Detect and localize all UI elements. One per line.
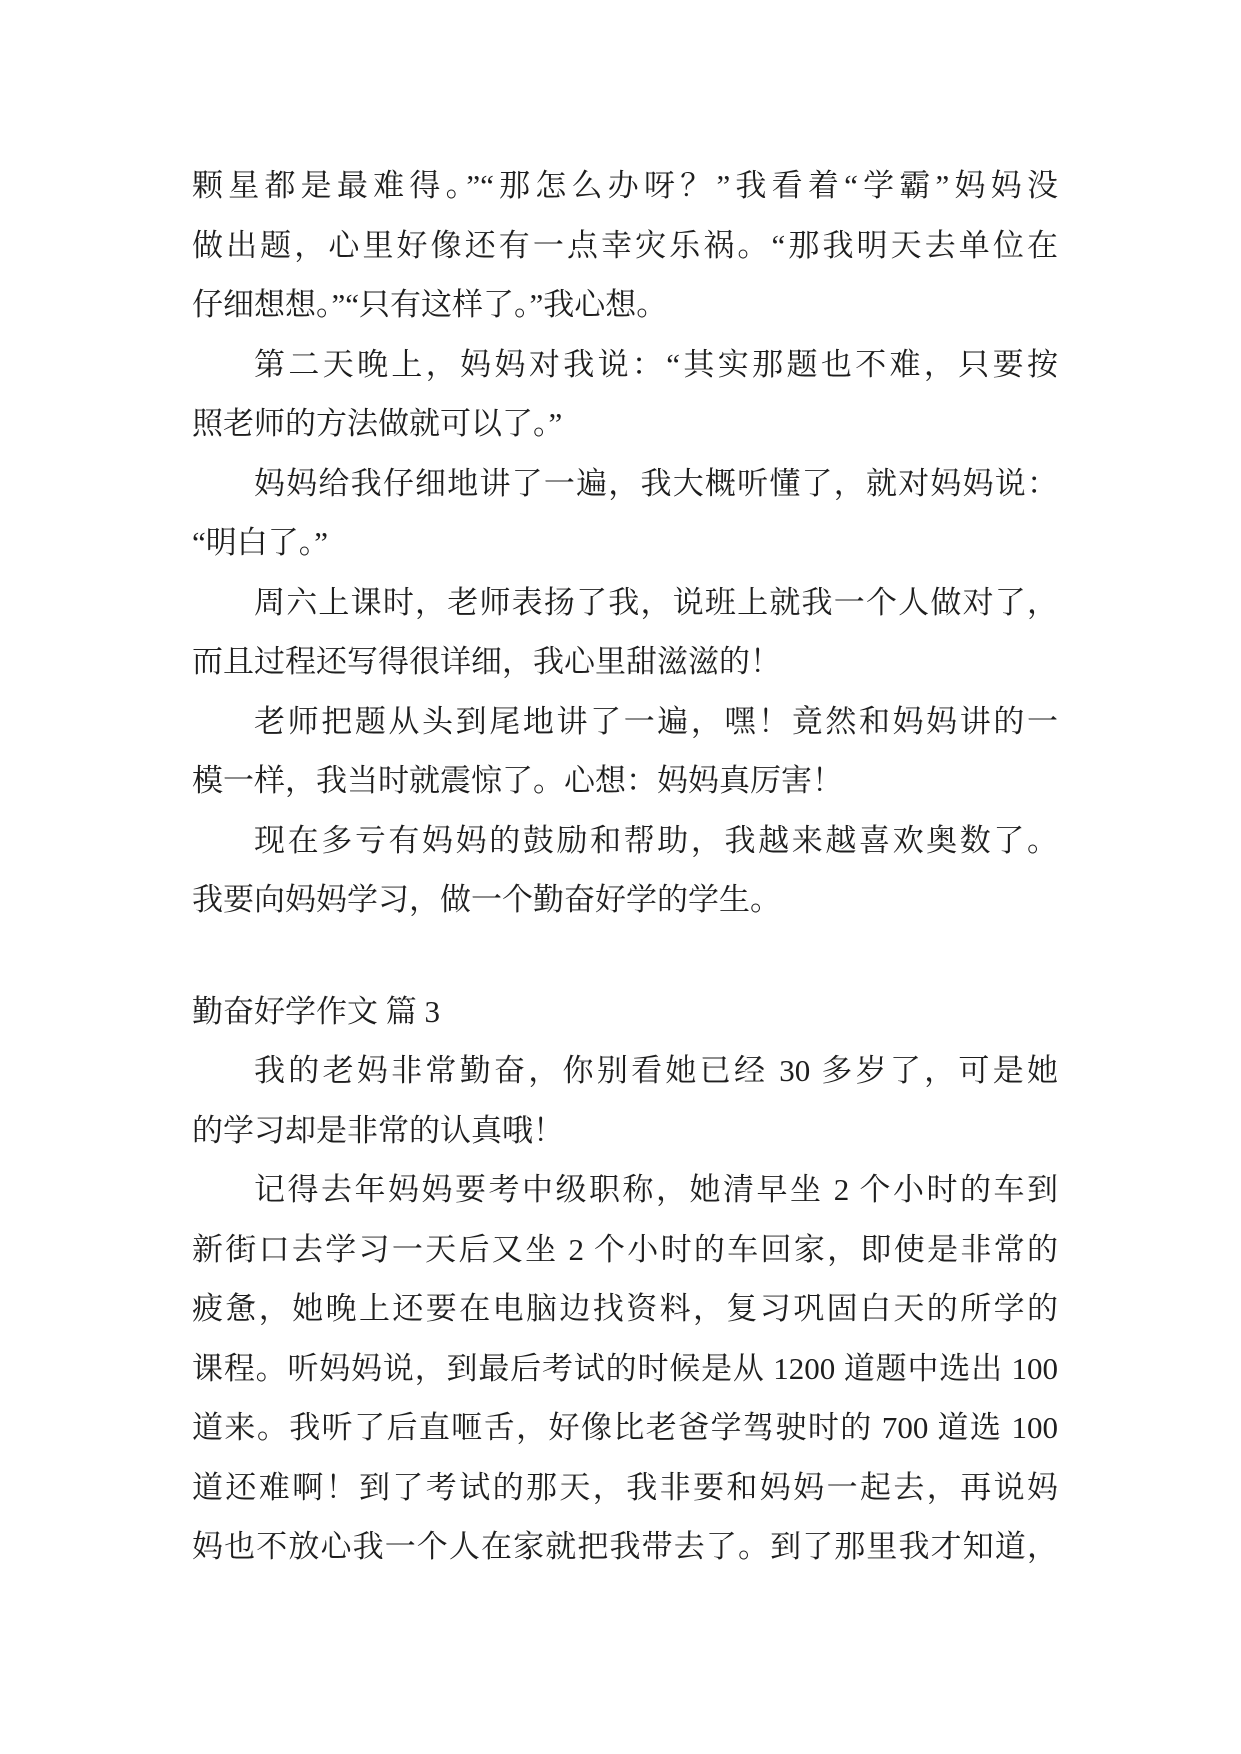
text-line: 妈也不放心我一个人在家就把我带去了。到了那里我才知道， [192, 1529, 1058, 1564]
text-line: 我的老妈非常勤奋，你别看她已经 30 多岁了，可是她 [254, 1053, 1058, 1088]
text-line: 道来。我听了后直咂舌，好像比老爸学驾驶时的 700 道选 100 [192, 1410, 1058, 1445]
text-line: 而且过程还写得很详细，我心里甜滋滋的！ [192, 644, 781, 679]
paragraph [192, 454, 1058, 573]
text-line: 课程。听妈妈说，到最后考试的时候是从 1200 道题中选出 100 [192, 1350, 1058, 1386]
text-line: 模一样，我当时就震惊了。心想：妈妈真厉害！ [192, 763, 843, 798]
section-heading: 勤奋好学作文 篇 3 [192, 993, 440, 1029]
text-line: 仔细想想。”“只有这样了。”我心想。 [192, 287, 668, 322]
paragraph [192, 692, 1058, 811]
text-line: 新街口去学习一天后又坐 2 个小时的车回家，即使是非常的 [192, 1231, 1058, 1267]
text-line: 老师把题从头到尾地讲了一遍，嘿！竟然和妈妈讲的一 [254, 703, 1058, 739]
paragraph [192, 335, 1058, 454]
document-body [192, 156, 1058, 1577]
text-line: 现在多亏有妈妈的鼓励和帮助，我越来越喜欢奥数了。 [254, 822, 1058, 858]
text-line: “明白了。” [192, 525, 329, 560]
paragraph [192, 1160, 1058, 1577]
text-line: 照老师的方法做就可以了。” [192, 406, 563, 441]
text-line: 做出题，心里好像还有一点幸灾乐祸。“那我明天去单位在 [192, 227, 1058, 263]
text-line: 周六上课时，老师表扬了我，说班上就我一个人做对了， [254, 584, 1058, 620]
text-line: 第二天晚上，妈妈对我说：“其实那题也不难，只要按 [254, 346, 1058, 382]
text-line: 疲惫，她晚上还要在电脑边找资料，复习巩固白天的所学的 [192, 1291, 1058, 1326]
paragraph [192, 1041, 1058, 1160]
text-line: 颗星都是最难得。”“那怎么办呀？”我看着“学霸”妈妈没 [192, 168, 1058, 203]
paragraph [192, 573, 1058, 692]
paragraph [192, 811, 1058, 930]
text-line: 的学习却是非常的认真哦！ [192, 1112, 564, 1148]
text-line: 妈妈给我仔细地讲了一遍，我大概听懂了，就对妈妈说： [254, 465, 1058, 501]
text-line: 道还难啊！到了考试的那天，我非要和妈妈一起去，再说妈 [192, 1469, 1058, 1505]
paragraph [192, 156, 1058, 335]
text-line: 我要向妈妈学习，做一个勤奋好学的学生。 [192, 882, 781, 917]
text-line: 记得去年妈妈要考中级职称，她清早坐 2 个小时的车到 [254, 1172, 1058, 1207]
